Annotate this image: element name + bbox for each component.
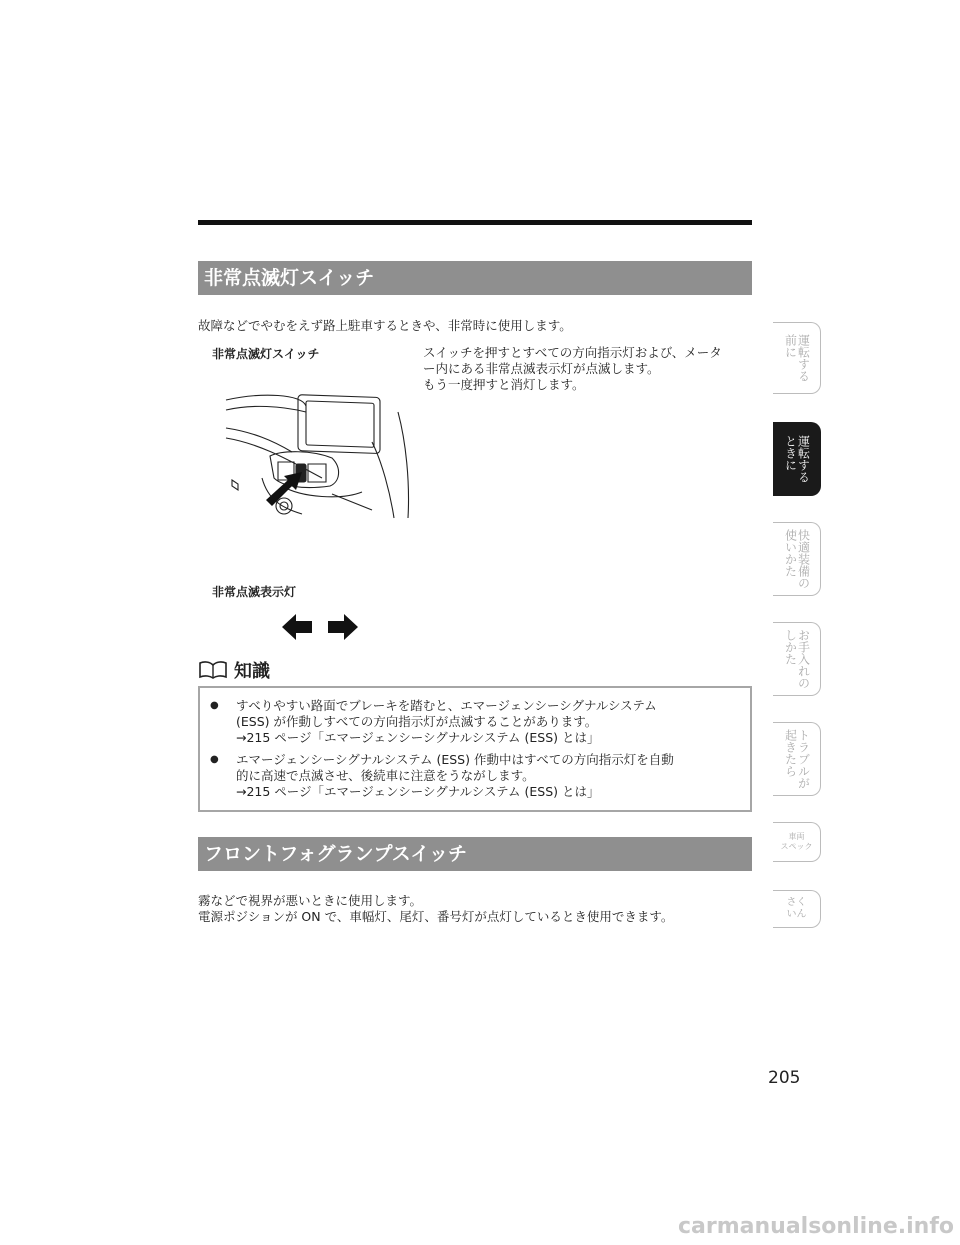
tab-label: トラブルが 起きたら — [783, 729, 811, 789]
knowledge-item-2-line-1: エマージェンシーシグナルシステム (ESS) 作動中はすべての方向指示灯を自動 — [236, 752, 674, 767]
tab-label: さく いん — [786, 897, 807, 920]
knowledge-item-2-link[interactable]: →215 ページ「エマージェンシーシグナルシステム (ESS) とは」 — [236, 784, 600, 799]
bullet-icon: ● — [210, 754, 219, 765]
tab-index[interactable] — [773, 890, 821, 928]
right-arrow-icon — [328, 614, 358, 640]
bullet-icon: ● — [210, 700, 219, 711]
knowledge-item-1-line-2: (ESS) が作動しすべての方向指示灯が点滅することがあります。 — [236, 714, 598, 729]
tab-maintenance[interactable] — [773, 622, 821, 696]
knowledge-title-text: 知識 — [234, 661, 270, 682]
tab-label: 運転する 前に — [783, 334, 811, 382]
hazard-switch-label: 非常点滅灯スイッチ — [212, 347, 320, 361]
section-heading-hazard: 非常点滅灯スイッチ — [198, 261, 752, 295]
foglamp-line-2: 電源ポジションが ON で、車幅灯、尾灯、番号灯が点灯しているとき使用できます。 — [198, 909, 674, 924]
tab-label: 車両 スペック — [780, 832, 813, 851]
book-icon — [198, 660, 228, 680]
tab-troubleshooting[interactable] — [773, 722, 821, 796]
left-arrow-icon — [282, 614, 312, 640]
knowledge-item-2-line-2: 的に高速で点滅させ、後続車に注意をうながします。 — [236, 768, 535, 783]
page-number: 205 — [768, 1068, 801, 1088]
tab-comfort-equipment[interactable] — [773, 522, 821, 596]
tab-specifications[interactable] — [773, 822, 821, 862]
dashboard-illustration — [222, 382, 412, 522]
hazard-desc-line-2: ー内にある非常点滅表示灯が点滅します。 — [423, 361, 660, 376]
knowledge-item-1-link[interactable]: →215 ページ「エマージェンシーシグナルシステム (ESS) とは」 — [236, 730, 600, 745]
knowledge-item-1-line-1: すべりやすい路面でブレーキを踏むと、エマージェンシーシグナルシステム — [236, 698, 657, 713]
knowledge-title — [198, 658, 270, 682]
hazard-intro: 故障などでやむをえず路上駐車するときや、非常時に使用します。 — [198, 318, 572, 333]
tab-before-driving[interactable] — [773, 322, 821, 394]
tab-label: 快適装備の 使いかた — [783, 529, 811, 589]
watermark: carmanualsonline.info — [678, 1214, 954, 1239]
hazard-indicator-arrows — [280, 612, 360, 642]
indicator-label: 非常点滅表示灯 — [212, 585, 297, 599]
hazard-desc-line-1: スイッチを押すとすべての方向指示灯および、メータ — [423, 345, 722, 360]
tab-label: お手入れの しかた — [783, 629, 811, 689]
section-heading-foglamp: フロントフォグランプスイッチ — [198, 837, 752, 871]
foglamp-line-1: 霧などで視界が悪いときに使用します。 — [198, 893, 423, 908]
knowledge-box — [198, 686, 752, 812]
tab-while-driving[interactable] — [773, 422, 821, 496]
top-rule — [198, 220, 752, 225]
hazard-desc-line-3: もう一度押すと消灯します。 — [423, 377, 585, 392]
tab-label: 運転する ときに — [783, 435, 811, 483]
